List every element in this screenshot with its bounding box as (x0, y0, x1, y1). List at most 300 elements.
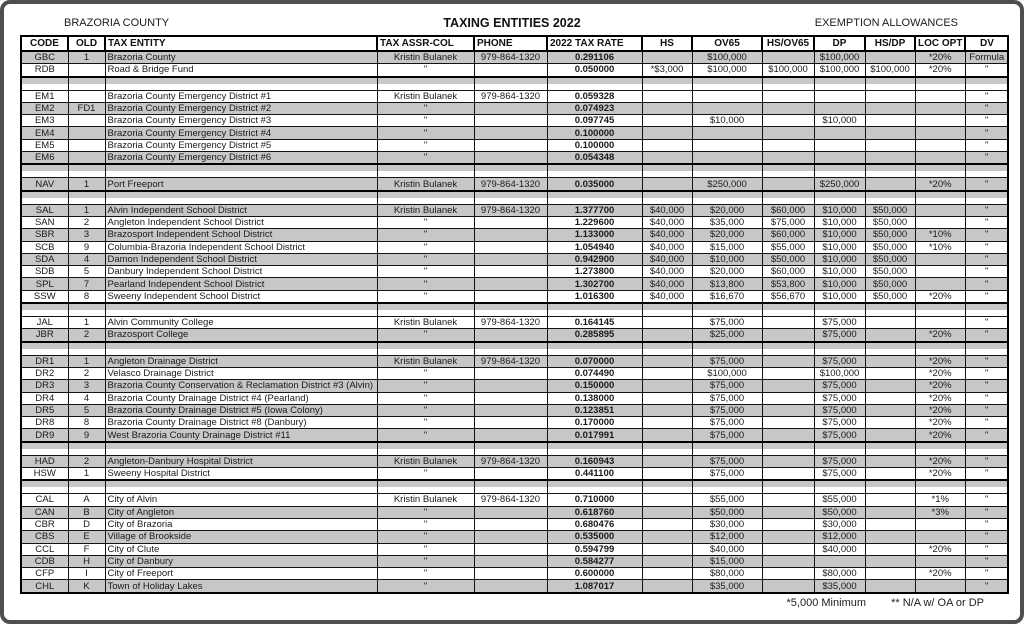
cell-assr: Kristin Bulanek (377, 90, 474, 102)
cell-locopt (915, 580, 965, 593)
cell-code: SSW (21, 290, 68, 303)
table-row (21, 494, 1008, 506)
cell-ov65: $35,000 (692, 216, 762, 228)
table-row (21, 317, 1008, 329)
cell-assr: " (377, 392, 474, 404)
cell-entity: Road & Bridge Fund (105, 64, 377, 77)
cell-hsdp: $50,000 (865, 278, 915, 290)
cell-old: 9 (68, 429, 105, 442)
table-header-row (21, 36, 1008, 51)
cell-rate: 1.054940 (547, 241, 642, 253)
cell-hs (642, 455, 692, 467)
separator-cell (814, 480, 865, 494)
separator-cell (814, 191, 865, 205)
table-row (21, 555, 1008, 567)
cell-old: 5 (68, 404, 105, 416)
cell-hs (642, 127, 692, 139)
cell-hsdp: $50,000 (865, 290, 915, 303)
table-row (21, 51, 1008, 64)
cell-ov65: $40,000 (692, 543, 762, 555)
cell-dv: " (965, 392, 1008, 404)
cell-locopt (915, 115, 965, 127)
cell-ov65: $35,000 (692, 580, 762, 593)
cell-old: 1 (68, 178, 105, 191)
separator-cell (642, 342, 692, 356)
cell-ov65: $20,000 (692, 229, 762, 241)
cell-entity: City of Alvin (105, 494, 377, 506)
table-row (21, 127, 1008, 139)
separator-cell (474, 77, 547, 91)
cell-phone (474, 367, 547, 379)
cell-assr: " (377, 127, 474, 139)
column-header-locopt: LOC OPT (915, 36, 965, 51)
cell-locopt: *1% (915, 494, 965, 506)
cell-phone (474, 229, 547, 241)
cell-code: SDA (21, 253, 68, 265)
cell-dv: " (965, 90, 1008, 102)
table-row (21, 543, 1008, 555)
cell-hsov65 (762, 555, 814, 567)
cell-entity: West Brazoria County Drainage District #11 (105, 429, 377, 442)
cell-code: SBR (21, 229, 68, 241)
cell-assr: " (377, 380, 474, 392)
cell-old: 1 (68, 51, 105, 64)
cell-code: SPL (21, 278, 68, 290)
cell-dp: $75,000 (814, 392, 865, 404)
cell-entity: Brazoria County Emergency District #6 (105, 152, 377, 165)
separator-cell (21, 342, 68, 356)
cell-rate: 0.017991 (547, 429, 642, 442)
cell-assr: " (377, 290, 474, 303)
cell-hs: *$3,000 (642, 64, 692, 77)
table-row (21, 241, 1008, 253)
cell-ov65: $75,000 (692, 380, 762, 392)
cell-rate: 0.285895 (547, 329, 642, 342)
cell-ov65: $75,000 (692, 468, 762, 481)
cell-old: 1 (68, 317, 105, 329)
cell-locopt: *20% (915, 468, 965, 481)
table-row (21, 204, 1008, 216)
cell-old (68, 127, 105, 139)
separator-cell (692, 164, 762, 178)
cell-hs (642, 178, 692, 191)
separator-cell (21, 480, 68, 494)
cell-dp: $75,000 (814, 404, 865, 416)
cell-entity: City of Brazoria (105, 518, 377, 530)
cell-hsdp (865, 102, 915, 114)
column-header-hs: HS (642, 36, 692, 51)
separator-cell (762, 342, 814, 356)
cell-old: F (68, 543, 105, 555)
cell-hsov65 (762, 355, 814, 367)
separator-cell (865, 191, 915, 205)
cell-hs (642, 90, 692, 102)
cell-entity: City of Freeport (105, 568, 377, 580)
cell-dv: " (965, 266, 1008, 278)
table-row (21, 367, 1008, 379)
separator-row (21, 77, 1008, 91)
cell-dp: $80,000 (814, 568, 865, 580)
cell-assr: " (377, 139, 474, 151)
cell-hsov65 (762, 531, 814, 543)
cell-dp: $40,000 (814, 543, 865, 555)
cell-hsov65 (762, 518, 814, 530)
cell-locopt: *20% (915, 367, 965, 379)
separator-cell (865, 342, 915, 356)
cell-dp: $10,000 (814, 266, 865, 278)
cell-rate: 0.291106 (547, 51, 642, 64)
separator-cell (68, 480, 105, 494)
separator-cell (965, 164, 1008, 178)
cell-entity: Brazoria County Emergency District #4 (105, 127, 377, 139)
separator-cell (547, 342, 642, 356)
cell-hsdp (865, 531, 915, 543)
table-row (21, 404, 1008, 416)
separator-cell (105, 342, 377, 356)
cell-hsov65: $50,000 (762, 253, 814, 265)
cell-code: CBS (21, 531, 68, 543)
cell-hsov65 (762, 115, 814, 127)
cell-rate: 0.160943 (547, 455, 642, 467)
cell-hsov65 (762, 139, 814, 151)
separator-cell (814, 303, 865, 317)
cell-code: DR5 (21, 404, 68, 416)
cell-hsdp: $50,000 (865, 229, 915, 241)
cell-locopt: *20% (915, 290, 965, 303)
table-row (21, 90, 1008, 102)
cell-code: HSW (21, 468, 68, 481)
cell-hsdp (865, 51, 915, 64)
cell-entity: Angleton-Danbury Hospital District (105, 455, 377, 467)
separator-cell (547, 164, 642, 178)
cell-rate: 0.074490 (547, 367, 642, 379)
cell-locopt (915, 102, 965, 114)
cell-dp: $50,000 (814, 506, 865, 518)
cell-hsov65 (762, 329, 814, 342)
separator-cell (377, 442, 474, 456)
cell-hsov65 (762, 543, 814, 555)
cell-ov65: $75,000 (692, 355, 762, 367)
cell-locopt: *20% (915, 404, 965, 416)
cell-phone (474, 531, 547, 543)
cell-old: 8 (68, 290, 105, 303)
cell-ov65 (692, 127, 762, 139)
cell-hsdp (865, 455, 915, 467)
cell-ov65: $30,000 (692, 518, 762, 530)
cell-entity: Brazoria County Emergency District #1 (105, 90, 377, 102)
cell-hsov65 (762, 468, 814, 481)
cell-hsdp (865, 392, 915, 404)
cell-assr: Kristin Bulanek (377, 355, 474, 367)
table-row (21, 580, 1008, 593)
cell-rate: 1.302700 (547, 278, 642, 290)
separator-cell (642, 442, 692, 456)
cell-dp: $10,000 (814, 278, 865, 290)
cell-dv: " (965, 380, 1008, 392)
cell-rate: 1.087017 (547, 580, 642, 593)
cell-phone (474, 127, 547, 139)
cell-phone (474, 266, 547, 278)
cell-dv: " (965, 580, 1008, 593)
separator-cell (965, 77, 1008, 91)
cell-phone: 979-864-1320 (474, 178, 547, 191)
cell-phone: 979-864-1320 (474, 317, 547, 329)
cell-code: EM2 (21, 102, 68, 114)
cell-old: 1 (68, 204, 105, 216)
cell-entity: Village of Brookside (105, 531, 377, 543)
cell-hsov65 (762, 506, 814, 518)
cell-locopt (915, 278, 965, 290)
separator-cell (105, 442, 377, 456)
cell-assr: " (377, 580, 474, 593)
cell-hsov65 (762, 380, 814, 392)
cell-old: 2 (68, 455, 105, 467)
cell-dv: " (965, 455, 1008, 467)
cell-locopt: *20% (915, 380, 965, 392)
cell-dv: " (965, 139, 1008, 151)
cell-ov65: $55,000 (692, 494, 762, 506)
cell-hsdp (865, 317, 915, 329)
cell-hsov65: $60,000 (762, 204, 814, 216)
column-header-hsdp: HS/DP (865, 36, 915, 51)
cell-assr: " (377, 102, 474, 114)
table-row (21, 102, 1008, 114)
separator-cell (762, 77, 814, 91)
table-row (21, 64, 1008, 77)
cell-old: 1 (68, 355, 105, 367)
cell-code: DR4 (21, 392, 68, 404)
cell-dv: " (965, 204, 1008, 216)
cell-phone (474, 102, 547, 114)
cell-hsov65: $53,800 (762, 278, 814, 290)
cell-code: CAL (21, 494, 68, 506)
cell-dv: " (965, 543, 1008, 555)
separator-cell (692, 480, 762, 494)
cell-hsov65 (762, 417, 814, 429)
separator-cell (965, 191, 1008, 205)
cell-phone (474, 580, 547, 593)
cell-hsdp (865, 178, 915, 191)
cell-code: DR8 (21, 417, 68, 429)
cell-entity: Town of Holiday Lakes (105, 580, 377, 593)
cell-dp: $10,000 (814, 204, 865, 216)
cell-rate: 1.229600 (547, 216, 642, 228)
table-row (21, 455, 1008, 467)
cell-dv: " (965, 178, 1008, 191)
cell-hs (642, 494, 692, 506)
cell-dv: " (965, 518, 1008, 530)
cell-entity: Brazoria County Emergency District #3 (105, 115, 377, 127)
cell-hsdp: $50,000 (865, 204, 915, 216)
separator-row (21, 164, 1008, 178)
cell-old (68, 139, 105, 151)
separator-cell (762, 303, 814, 317)
cell-locopt (915, 90, 965, 102)
separator-cell (642, 480, 692, 494)
separator-cell (547, 442, 642, 456)
cell-phone (474, 241, 547, 253)
cell-hs (642, 392, 692, 404)
cell-hs (642, 355, 692, 367)
cell-dv: " (965, 115, 1008, 127)
separator-cell (965, 480, 1008, 494)
table-row (21, 468, 1008, 481)
cell-locopt (915, 127, 965, 139)
cell-entity: Brazoria County Drainage District #4 (Pearland) (105, 392, 377, 404)
separator-cell (762, 164, 814, 178)
cell-dv: " (965, 152, 1008, 165)
cell-code: EM1 (21, 90, 68, 102)
cell-code: DR9 (21, 429, 68, 442)
cell-hs: $40,000 (642, 216, 692, 228)
cell-old: 7 (68, 278, 105, 290)
cell-locopt: *20% (915, 568, 965, 580)
cell-code: CCL (21, 543, 68, 555)
cell-locopt (915, 317, 965, 329)
cell-hs (642, 317, 692, 329)
separator-cell (105, 303, 377, 317)
cell-phone: 979-864-1320 (474, 355, 547, 367)
cell-entity: Angleton Independent School District (105, 216, 377, 228)
cell-entity: City of Angleton (105, 506, 377, 518)
cell-dp: $10,000 (814, 241, 865, 253)
cell-dv: " (965, 429, 1008, 442)
cell-hsdp: $100,000 (865, 64, 915, 77)
cell-hsdp (865, 417, 915, 429)
cell-dv: " (965, 404, 1008, 416)
separator-cell (68, 342, 105, 356)
cell-assr: " (377, 329, 474, 342)
cell-assr: " (377, 506, 474, 518)
cell-hs: $40,000 (642, 278, 692, 290)
cell-hsdp (865, 152, 915, 165)
cell-hsdp (865, 380, 915, 392)
table-row (21, 355, 1008, 367)
cell-rate: 1.377700 (547, 204, 642, 216)
cell-dp: $100,000 (814, 64, 865, 77)
cell-phone: 979-864-1320 (474, 90, 547, 102)
cell-ov65 (692, 102, 762, 114)
cell-hsdp (865, 518, 915, 530)
separator-cell (68, 442, 105, 456)
separator-cell (814, 442, 865, 456)
cell-ov65: $25,000 (692, 329, 762, 342)
cell-old: 2 (68, 216, 105, 228)
cell-old: 3 (68, 380, 105, 392)
cell-hs (642, 543, 692, 555)
cell-phone (474, 392, 547, 404)
table-row (21, 216, 1008, 228)
cell-phone (474, 468, 547, 481)
table-row (21, 329, 1008, 342)
separator-cell (915, 191, 965, 205)
footnote-na: ** N/A w/ OA or DP (891, 597, 984, 609)
cell-hs (642, 468, 692, 481)
separator-cell (762, 191, 814, 205)
cell-dp: $12,000 (814, 531, 865, 543)
cell-dp: $100,000 (814, 51, 865, 64)
cell-code: JBR (21, 329, 68, 342)
cell-rate: 0.100000 (547, 127, 642, 139)
cell-hsdp (865, 127, 915, 139)
column-header-dp: DP (814, 36, 865, 51)
cell-entity: Port Freeport (105, 178, 377, 191)
cell-old: A (68, 494, 105, 506)
table-row (21, 429, 1008, 442)
cell-rate: 0.059328 (547, 90, 642, 102)
cell-hs (642, 152, 692, 165)
cell-hsov65 (762, 102, 814, 114)
cell-ov65: $16,670 (692, 290, 762, 303)
cell-phone: 979-864-1320 (474, 455, 547, 467)
cell-hsov65 (762, 178, 814, 191)
cell-locopt: *20% (915, 429, 965, 442)
cell-hs (642, 417, 692, 429)
separator-cell (21, 442, 68, 456)
cell-dv: " (965, 278, 1008, 290)
table-row (21, 392, 1008, 404)
cell-phone: 979-864-1320 (474, 51, 547, 64)
footnote-minimum: *5,000 Minimum (786, 597, 867, 609)
cell-code: SAL (21, 204, 68, 216)
cell-hsov65 (762, 51, 814, 64)
cell-assr: " (377, 229, 474, 241)
table-row (21, 380, 1008, 392)
cell-entity: Brazoria County Drainage District #8 (Danbury) (105, 417, 377, 429)
cell-entity: Alvin Independent School District (105, 204, 377, 216)
cell-hs (642, 518, 692, 530)
cell-hs (642, 367, 692, 379)
cell-phone (474, 253, 547, 265)
cell-locopt (915, 216, 965, 228)
cell-ov65: $20,000 (692, 204, 762, 216)
cell-rate: 1.133000 (547, 229, 642, 241)
separator-cell (642, 303, 692, 317)
table-row (21, 266, 1008, 278)
table-row (21, 115, 1008, 127)
cell-locopt: *10% (915, 229, 965, 241)
cell-dv: " (965, 229, 1008, 241)
cell-old: 8 (68, 417, 105, 429)
cell-entity: Columbia-Brazoria Independent School District (105, 241, 377, 253)
column-header-dv: DV (965, 36, 1008, 51)
cell-dv: Formula (965, 51, 1008, 64)
cell-assr: " (377, 152, 474, 165)
cell-hs: $40,000 (642, 229, 692, 241)
cell-assr: " (377, 404, 474, 416)
cell-rate: 0.535000 (547, 531, 642, 543)
cell-entity: Brazoria County Drainage District #5 (Iowa Colony) (105, 404, 377, 416)
cell-code: RDB (21, 64, 68, 77)
separator-cell (68, 303, 105, 317)
cell-hsov65 (762, 392, 814, 404)
separator-cell (965, 342, 1008, 356)
cell-dv: " (965, 494, 1008, 506)
separator-cell (21, 77, 68, 91)
cell-entity: Angleton Drainage District (105, 355, 377, 367)
column-header-entity: TAX ENTITY (105, 36, 377, 51)
separator-cell (965, 303, 1008, 317)
separator-cell (547, 77, 642, 91)
cell-old: 4 (68, 253, 105, 265)
cell-assr: " (377, 531, 474, 543)
footnotes (787, 597, 984, 609)
separator-cell (377, 303, 474, 317)
cell-old (68, 115, 105, 127)
separator-cell (68, 164, 105, 178)
cell-locopt: *20% (915, 64, 965, 77)
cell-phone (474, 506, 547, 518)
